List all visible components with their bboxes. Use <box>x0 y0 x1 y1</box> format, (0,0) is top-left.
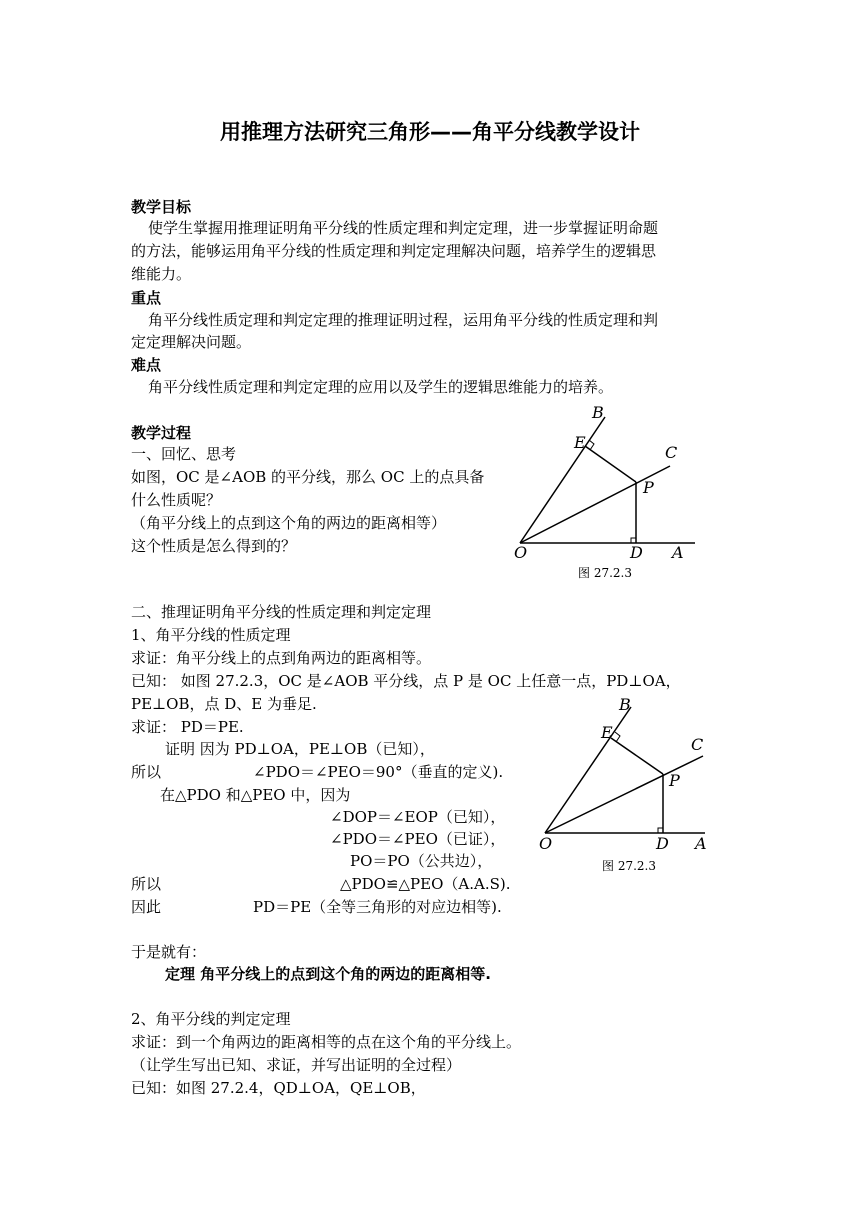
process-s1: 一、回忆、思考 <box>131 445 237 463</box>
label-A: A <box>672 543 684 560</box>
label-P: P <box>643 478 654 497</box>
figure-caption-1: 图 27.2.3 <box>578 566 632 580</box>
goal-heading: 教学目标 <box>131 198 192 216</box>
section2-sub1: 1、角平分线的性质定理 <box>131 626 291 644</box>
proof-line-8b: PD＝PE（全等三角形的对应边相等). <box>253 898 502 916</box>
label-O: O <box>514 543 528 560</box>
key-line-1: 角平分线性质定理和判定定理的推理证明过程，运用角平分线的性质定理和判 <box>148 311 659 329</box>
conclusion-intro: 于是就有： <box>131 943 207 961</box>
section2-l4: 求证： PD＝PE. <box>131 718 244 736</box>
proof-line-2b: ∠PDO＝∠PEO＝90°（垂直的定义). <box>253 763 504 781</box>
process-q2: 什么性质呢？ <box>131 491 222 509</box>
process-a1: （角平分线上的点到这个角的两边的距离相等） <box>131 514 447 532</box>
section2-m1: 求证：到一个角两边的距离相等的点在这个角的平分线上。 <box>131 1033 522 1051</box>
section2-l1: 求证：角平分线上的点到角两边的距离相等。 <box>131 649 432 667</box>
proof-line-6: PO＝PO（公共边）， <box>350 852 493 870</box>
section2-m3: 已知：如图 27.2.4，QD⊥OA，QE⊥OB， <box>131 1079 426 1097</box>
label-A-2: A <box>695 834 707 853</box>
goal-line-2: 的方法，能够运用角平分线的性质定理和判定定理解决问题，培养学生的逻辑思 <box>131 242 657 260</box>
section2-heading: 二、推理证明角平分线的性质定理和判定定理 <box>131 603 432 621</box>
process-q1: 如图，OC 是∠AOB 的平分线，那么 OC 上的点具备 <box>131 468 485 486</box>
proof-line-3: 在△PDO 和△PEO 中，因为 <box>160 786 351 804</box>
proof-line-7a: 所以 <box>131 875 162 893</box>
section2-sub2: 2、角平分线的判定定理 <box>131 1010 291 1028</box>
label-B-2: B <box>619 695 631 714</box>
proof-line-5: ∠PDO＝∠PEO（已证）， <box>330 830 506 848</box>
page-title: 用推理方法研究三角形——角平分线教学设计 <box>220 120 640 144</box>
figure-caption-2: 图 27.2.3 <box>602 859 656 873</box>
difficulty-heading: 难点 <box>131 356 162 374</box>
proof-line-2a: 所以 <box>131 763 162 781</box>
label-O-2: O <box>539 834 553 853</box>
label-B: B <box>592 403 604 422</box>
label-C-2: C <box>691 735 704 754</box>
label-D-2: D <box>656 834 669 853</box>
section2-l3: PE⊥OB，点 D、E 为垂足. <box>131 695 317 713</box>
label-E-2: E <box>601 723 613 742</box>
goal-line-1: 使学生掌握用推理证明角平分线的性质定理和判定定理，进一步掌握证明命题 <box>148 219 659 237</box>
key-line-2: 定定理解决问题。 <box>131 333 252 351</box>
proof-line-8a: 因此 <box>131 898 162 916</box>
goal-line-3: 维能力。 <box>131 265 192 283</box>
process-q3: 这个性质是怎么得到的？ <box>131 537 297 555</box>
proof-line-4: ∠DOP＝∠EOP（已知）， <box>330 808 506 826</box>
section2-l2: 已知： 如图 27.2.3，OC 是∠AOB 平分线，点 P 是 OC 上任意一点，PD⊥OA， <box>131 672 681 690</box>
geometry-figure-2 <box>535 694 725 854</box>
geometry-figure-1 <box>510 400 710 560</box>
proof-line-7b: △PDO≌△PEO（A.A.S). <box>340 875 511 893</box>
theorem-statement: 定理 角平分线上的点到这个角的两边的距离相等. <box>165 965 491 983</box>
label-P-2: P <box>669 771 680 790</box>
difficulty-line-1: 角平分线性质定理和判定定理的应用以及学生的逻辑思维能力的培养。 <box>148 378 614 396</box>
key-heading: 重点 <box>131 289 162 307</box>
proof-line-1: 证明 因为 PD⊥OA，PE⊥OB（已知）， <box>165 740 435 758</box>
process-heading: 教学过程 <box>131 424 192 442</box>
label-E: E <box>574 433 586 452</box>
label-C: C <box>665 443 678 462</box>
section2-m2: （让学生写出已知、求证，并写出证明的全过程） <box>131 1056 462 1074</box>
label-D: D <box>630 543 643 560</box>
